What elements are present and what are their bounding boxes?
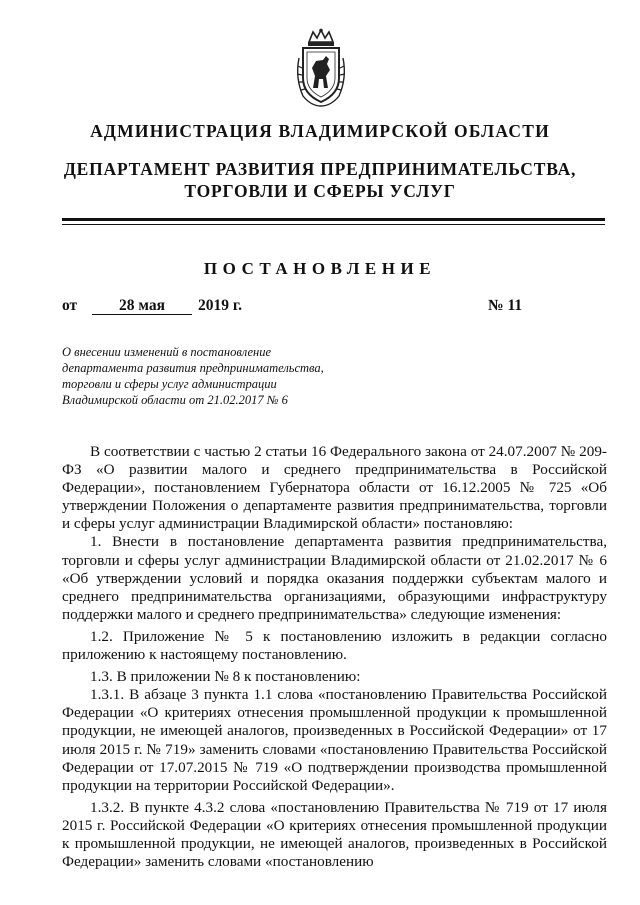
department-title-line1: ДЕПАРТАМЕНТ РАЗВИТИЯ ПРЕДПРИНИМАТЕЛЬСТВА, xyxy=(63,159,577,179)
department-title-line2: ТОРГОВЛИ И СФЕРЫ УСЛУГ xyxy=(184,181,456,201)
subject-line3: торговли и сферы услуг администрации xyxy=(62,377,277,391)
coat-of-arms-emblem xyxy=(293,28,349,108)
document-type: ПОСТАНОВЛЕНИЕ xyxy=(203,259,437,278)
document-subject xyxy=(62,344,352,408)
date-prefix: от xyxy=(62,297,78,314)
document-body xyxy=(62,443,607,871)
body-paragraph-preamble: В соответствии с частью 2 статьи 16 Федерального закона от 24.07.2007 № 209-ФЗ «О развитии малого и среднего предпринимательства в Российской Федерации», постановлением Губернатора области от 16.12.2005 № 725 «Об утверждении Положения о департаменте развития предпринимательства, торговли и сферы услуг администрации Владимирской области» постановляю: xyxy=(62,443,607,533)
subject-line1: О внесении изменений в постановление xyxy=(62,345,272,359)
header-divider-thin xyxy=(62,224,605,225)
subject-line4: Владимирской области от 21.02.2017 № 6 xyxy=(62,393,288,407)
body-paragraph-1-3-2: 1.3.2. В пункте 4.3.2 слова «постановлению Правительства № 719 от 17 июля 2015 г. Российской Федерации «О критериях отнесения промышленной продукции к промышленной продукции, не имеющей аналогов, произведенных в Российской Федерации» заменить словами «постановлению xyxy=(62,798,607,871)
subject-line2: департамента развития предпринимательства, xyxy=(62,361,324,375)
body-paragraph-1-3-1: 1.3.1. В абзаце 3 пункта 1.1 слова «постановлению Правительства Российской Федерации «О критериях отнесения промышленной продукции к промышленной продукции, не имеющей аналогов, произведенных в Российской Федерации» от 17 июля 2015 г. № 719» заменить словами «постановлению Правительства Российской Федерации от 17.07.2015 № 719 «О подтверждении производства промышленной продукции на территории Российской Федерации». xyxy=(62,686,607,794)
document-date: 28 мая xyxy=(92,297,192,315)
body-paragraph-1-2: 1.2. Приложение № 5 к постановлению изложить в редакции согласно приложению к настоящему постановлению. xyxy=(62,627,607,664)
document-number: № 11 xyxy=(488,297,523,314)
administration-title: АДМИНИСТРАЦИЯ ВЛАДИМИРСКОЙ ОБЛАСТИ xyxy=(90,121,550,141)
document-year: 2019 г. xyxy=(198,297,243,314)
header-divider-thick xyxy=(62,218,605,221)
body-paragraph-1: 1. Внести в постановление департамента развития предпринимательства, торговли и сферы услуг администрации Владимирской области от 21.02.2017 № 6 «Об утверждении условий и порядка оказания поддержки субъектам малого и среднего предпринимательства организациями, образующими инфраструктуру поддержки малого и среднего предпринимательства» следующие изменения: xyxy=(62,533,607,623)
department-title xyxy=(0,158,640,202)
body-paragraph-1-3: 1.3. В приложении № 8 к постановлению: xyxy=(90,668,361,686)
